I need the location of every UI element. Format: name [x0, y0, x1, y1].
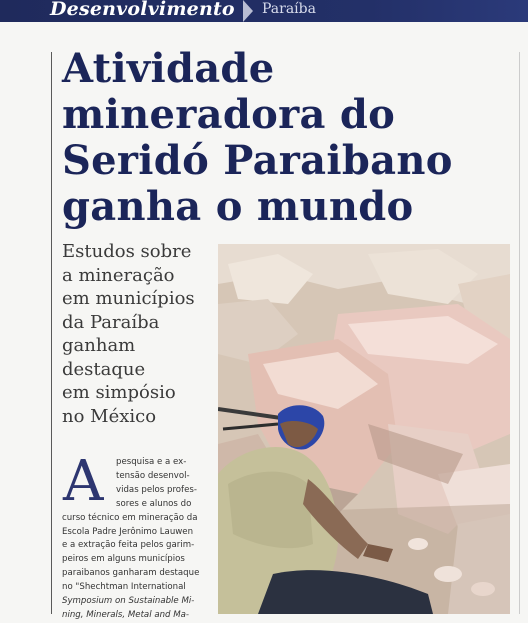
body-line: tensão desenvol-: [116, 470, 190, 481]
section-header-band: [0, 0, 528, 22]
headline-line: Seridó Paraibano: [62, 137, 453, 184]
body-line: curso técnico em mineração da: [62, 512, 198, 523]
subtitle-line: a mineração: [62, 264, 175, 286]
subtitle-line: Estudos sobre: [62, 241, 192, 262]
subtitle-line: destaque: [62, 358, 146, 380]
article-subtitle: [62, 240, 212, 428]
subtitle-line: em municípios: [62, 288, 195, 309]
drop-cap: A: [63, 449, 104, 514]
headline-line: Atividade: [62, 45, 275, 92]
body-line: no "Shechtman International: [62, 582, 186, 593]
body-line: ning, Minerals, Metal and Ma-: [62, 609, 190, 620]
body-line: Symposium on Sustainable Mi-: [62, 596, 195, 607]
body-line: paraibanos ganharam destaque: [62, 568, 200, 579]
body-line: peiros em alguns municípios: [62, 554, 185, 565]
header-arrow-icon: [243, 0, 253, 22]
headline-line: ganha o mundo: [62, 183, 414, 230]
body-line: sores e alunos do: [116, 498, 192, 509]
headline-line: mineradora do: [62, 91, 396, 138]
section-title: Desenvolvimento: [50, 0, 235, 20]
subtitle-line: ganham: [62, 335, 136, 356]
section-region: Paraíba: [262, 1, 316, 17]
article-body: [62, 449, 200, 623]
subtitle-line: em simpósio: [62, 382, 176, 403]
subtitle-line: no México: [62, 405, 157, 427]
article-headline: [62, 46, 522, 230]
quarry-worker-photo: [218, 244, 510, 614]
body-line: Escola Padre Jerônimo Lauwen: [62, 526, 194, 537]
photo-illustration: [218, 244, 510, 614]
left-column-rule: [51, 52, 52, 614]
body-line: pesquisa e a ex-: [116, 457, 187, 467]
subtitle-line: da Paraíba: [62, 311, 160, 333]
body-line: e a extração feita pelos garim-: [62, 540, 195, 551]
body-line: vidas pelos profes-: [116, 484, 197, 495]
